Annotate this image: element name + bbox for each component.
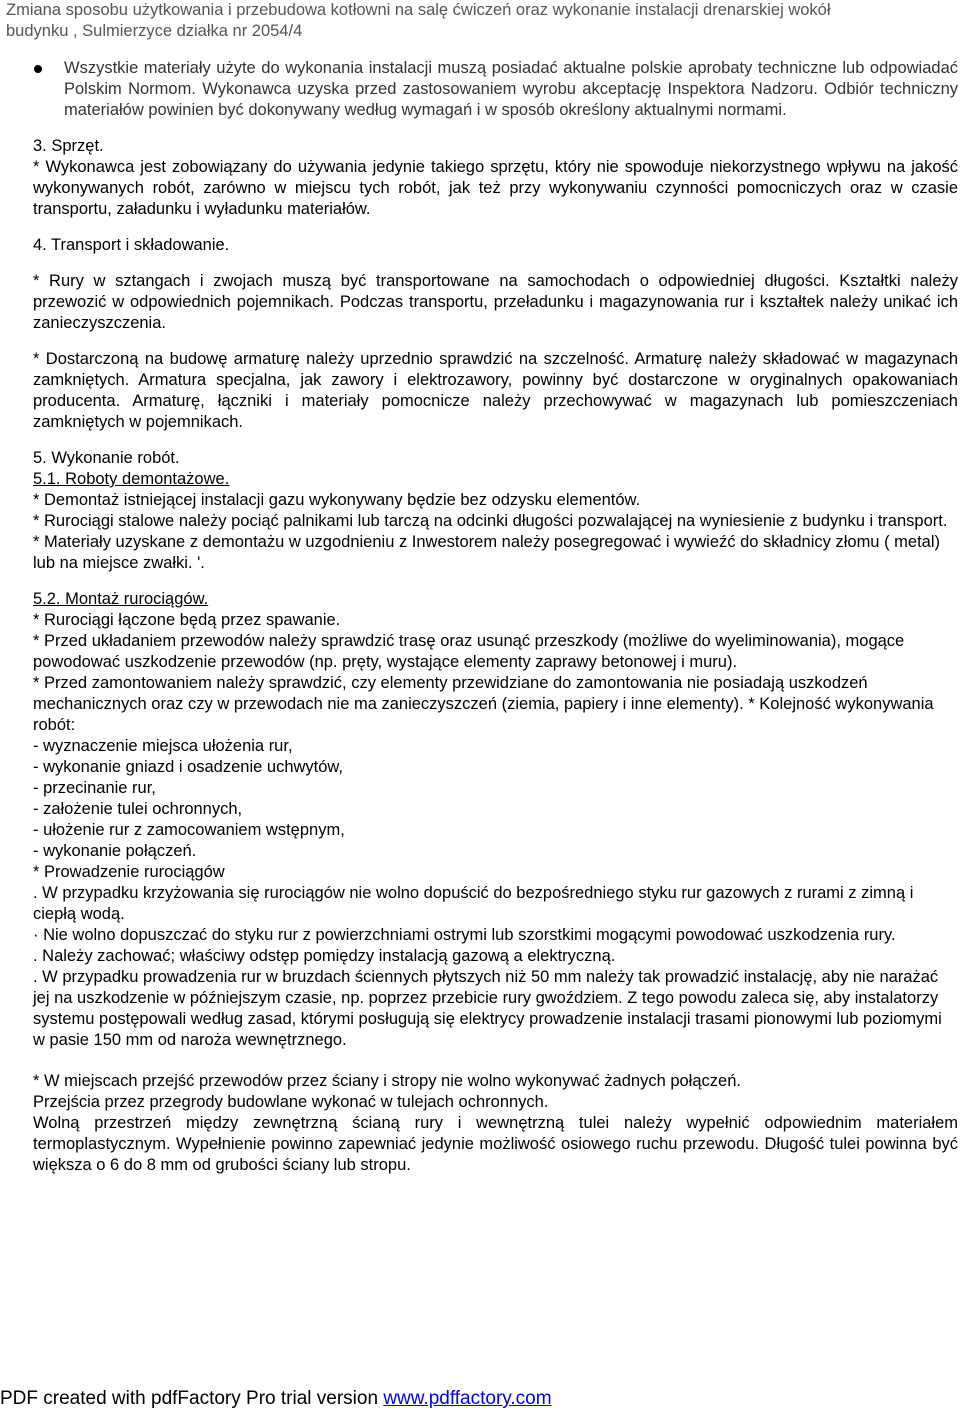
section-5-1-heading: 5.1. Roboty demontażowe.	[33, 470, 230, 488]
footer-text: PDF created with pdfFactory Pro trial version	[0, 1388, 384, 1409]
section-3-paragraph: * Wykonawca jest zobowiązany do używania jedynie takiego sprzętu, który nie spowoduje niekorzystnego wpływu na jakość wykonywanych robót, zarówno w miejscu tych robót, jak też przy wykonywaniu czynności pomocniczych oraz w czasie transportu, załadunku i wyładunku materiałów.	[33, 158, 958, 218]
section-5-2-paragraph-1: * Rurociągi łączone będą przez spawanie.	[33, 611, 341, 629]
section-3-heading: 3. Sprzęt.	[33, 137, 104, 155]
pipe-routing-paragraph-2: · Nie wolno dopuszczać do styku rur z powierzchniami ostrymi lub szorstkimi mogącymi powodować uszkodzenia rury.	[33, 926, 896, 944]
section-4-paragraph-1: * Rury w sztangach i zwojach muszą być transportowane na samochodach o odpowiedniej długości. Kształtki należy przewozić w odpowiednich pojemnikach. Podczas transportu, przeładunku i magazynowania rur i kształtek należy unikać ich zanieczyszczenia.	[33, 272, 958, 332]
pipe-routing-paragraph-4: . W przypadku prowadzenia rur w bruzdach ściennych płytszych niż 50 mm należy tak prowadzić instalację, aby nie narażać jej na uszkodzenie w późniejszym czasie, np. poprzez przebicie rury gwoździem. Z tego powodu zaleca się, aby instalatorzy systemu postępowali według zasad, którymi posługują się elektrycy prowadzenie instalacji trasami pionowymi lub poziomymi w pasie 150 mm od naroża wewnętrznego.	[33, 968, 942, 1049]
section-5-2-paragraph-3: * Przed zamontowaniem należy sprawdzić, czy elementy przewidziane do zamontowania nie posiadają uszkodzeń mechanicznych oraz czy w przewodach nie ma zanieczyszczeń (ziemia, papiery i inne elementy). * Kolejność wykonywania robót:	[33, 674, 934, 734]
materials-bullet	[33, 58, 958, 121]
pdf-footer	[0, 1388, 552, 1410]
section-4-heading: 4. Transport i składowanie.	[33, 236, 230, 254]
header-title-line-2: budynku , Sulmierzyce działka nr 2054/4	[6, 22, 303, 40]
section-5-1-paragraph-1: * Demontaż istniejącej instalacji gazu wykonywany będzie bez odzysku elementów.	[33, 491, 641, 509]
list-item: - założenie tulei ochronnych,	[33, 800, 243, 818]
section-4-paragraph-2: * Dostarczoną na budowę armaturę należy uprzednio sprawdzić na szczelność. Armaturę należy składować w magazynach zamkniętych. Armatura specjalna, jak zawory i elektrozawory, powinny być dostarczone w oryginalnych opakowaniach producenta. Armaturę, łączniki i materiały pomocnicze należy przechowywać w magazynach lub pomieszczeniach zamkniętych w pojemnikach.	[33, 350, 958, 431]
section-5-1-paragraph-2: * Rurociągi stalowe należy pociąć palnikami lub tarczą na odcinki długości pozwalającej na wyniesienie z budynku i transport.	[33, 512, 948, 530]
section-5-1-paragraph-3: * Materiały uzyskane z demontażu w uzgodnieniu z Inwestorem należy posegregować i wywieźć do składnicy złomu ( metal) lub na miejsce zwałki. '.	[33, 533, 940, 572]
list-item: - wykonanie połączeń.	[33, 842, 197, 860]
list-item: - wyznaczenie miejsca ułożenia rur,	[33, 737, 293, 755]
wall-passage-paragraph-3: Wolną przestrzeń między zewnętrzną ścianą rury i wewnętrzną tulei należy wypełnić odpowiednim materiałem termoplastycznym. Wypełnienie powinno zapewniać jedynie możliwość osiowego ruchu przewodu. Długość tulei powinna być większa o 6 do 8 mm od grubości ściany lub stropu.	[33, 1114, 958, 1174]
document-header	[6, 0, 936, 42]
section-5-2-paragraph-2: * Przed układaniem przewodów należy sprawdzić trasę oraz usunąć przeszkody (możliwe do wyeliminowania), mogące powodować uszkodzenie przewodów (np. pręty, wystające elementy zaprawy betonowej i muru).	[33, 632, 905, 671]
section-5-2-heading: 5.2. Montaż rurociągów.	[33, 590, 209, 608]
pipe-routing-paragraph-1: . W przypadku krzyżowania się rurociągów nie wolno dopuścić do bezpośredniego styku rur gazowych z rurami z zimną i ciepłą wodą.	[33, 884, 914, 923]
pipe-routing-heading: * Prowadzenie rurociągów	[33, 863, 225, 881]
wall-passage-paragraph-1: * W miejscach przejść przewodów przez ściany i stropy nie wolno wykonywać żadnych połączeń.	[33, 1072, 741, 1090]
work-steps-list	[33, 736, 958, 862]
list-item: - wykonanie gniazd i osadzenie uchwytów,	[33, 758, 344, 776]
list-item: - ułożenie rur z zamocowaniem wstępnym,	[33, 821, 345, 839]
list-item: - przecinanie rur,	[33, 779, 156, 797]
header-title-line-1: Zmiana sposobu użytkowania i przebudowa kotłowni na salę ćwiczeń oraz wykonanie instalacji drenarskiej wokół	[6, 1, 831, 19]
section-5-heading: 5. Wykonanie robót.	[33, 449, 180, 467]
materials-bullet-text: Wszystkie materiały użyte do wykonania instalacji muszą posiadać aktualne polskie aprobaty techniczne lub odpowiadać Polskim Normom. Wykonawca uzyska przed zastosowaniem wyrobu akceptację Inspektora Nadzoru. Odbiór techniczny materiałów powinien być dokonywany według wymagań i w sposób określony aktualnymi normami.	[64, 59, 958, 119]
pipe-routing-paragraph-3: . Należy zachować; właściwy odstęp pomiędzy instalacją gazową a elektryczną.	[33, 947, 616, 965]
bullet-dot-icon	[34, 65, 42, 73]
wall-passage-paragraph-2: Przejścia przez przegrody budowlane wykonać w tulejach ochronnych.	[33, 1093, 549, 1111]
document-body	[33, 58, 958, 1176]
footer-link[interactable]: www.pdffactory.com	[383, 1388, 552, 1409]
